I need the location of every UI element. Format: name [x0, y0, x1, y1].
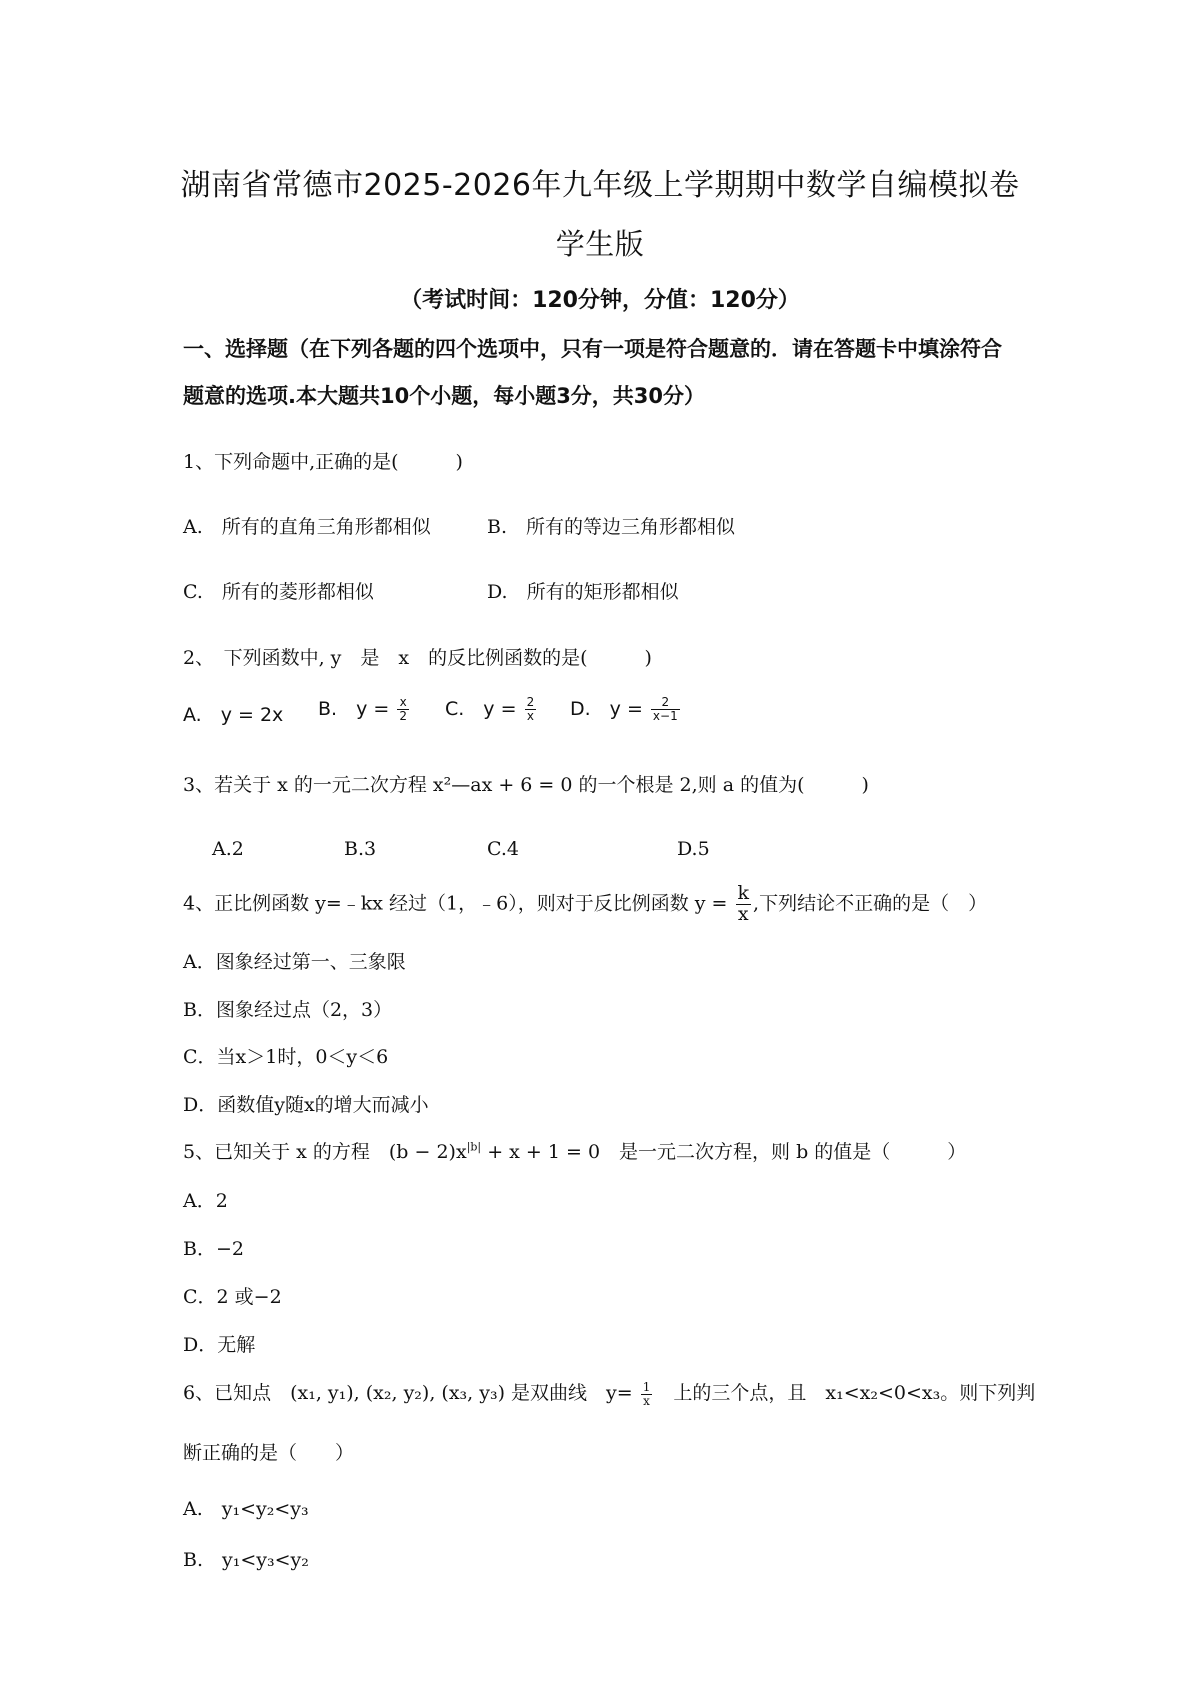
question-5-option-c: C．2 或−2	[183, 1286, 282, 1308]
question-4-option-d: D．函数值y随x的增大而减小	[183, 1094, 429, 1116]
section-heading-line1: 一、选择题（在下列各题的四个选项中，只有一项是符合题意的．请在答题卡中填涂符合	[183, 337, 1002, 361]
question-4-stem-pre: 4、正比例函数 y=﹣kx 经过（1，﹣6），则对于反比例函数 y =	[183, 892, 728, 915]
question-5-stem-post: + x + 1 = 0 是一元二次方程，则 b 的值是（ ）	[481, 1141, 967, 1163]
fraction-denominator: 2	[399, 709, 407, 723]
fraction-numerator: x	[399, 695, 407, 710]
question-5-stem	[183, 1137, 966, 1164]
question-5-option-d: D．无解	[183, 1334, 256, 1356]
question-5-option-a: A．2	[183, 1190, 228, 1212]
question-3-option-d: D.5	[677, 838, 710, 860]
fraction-numerator: 2	[526, 695, 535, 710]
question-6-stem-line2: 断正确的是（ ）	[183, 1442, 355, 1464]
question-3-stem: 3、若关于 x 的一元二次方程 x²—ax + 6 = 0 的一个根是 2,则 a 的值为( )	[183, 774, 869, 796]
question-2-option-c	[445, 694, 538, 723]
question-1-option-b: B. 所有的等边三角形都相似	[487, 516, 736, 538]
question-4-option-c: C．当x＞1时，0＜y＜6	[183, 1046, 389, 1068]
question-2-option-a: A. y = 2x	[183, 704, 284, 726]
question-2-option-d-label: D. y =	[570, 698, 643, 720]
question-2-option-c-fraction	[525, 696, 537, 722]
question-6-fraction	[641, 1381, 653, 1407]
question-6-stem	[183, 1378, 1035, 1407]
question-3-option-c: C.4	[487, 838, 519, 860]
exam-title: 湖南省常德市2025-2026年九年级上学期期中数学自编模拟卷	[180, 168, 1020, 203]
fraction-denominator: x	[737, 902, 749, 925]
question-6-stem-post: 上的三个点，且 x₁<x₂<0<x₃。则下列判	[654, 1382, 1036, 1404]
question-1-option-d: D. 所有的矩形都相似	[487, 581, 679, 603]
fraction-numerator: 2	[661, 695, 670, 710]
question-5-stem-pre: 5、已知关于 x 的方程 (b − 2)x	[183, 1141, 467, 1163]
question-4-stem	[183, 884, 987, 925]
fraction-denominator: x−1	[652, 709, 678, 723]
question-4-fraction	[736, 884, 752, 925]
question-1-option-c: C. 所有的菱形都相似	[183, 581, 374, 603]
question-5-exponent: |b|	[466, 1140, 482, 1154]
question-6-option-b: B. y₁<y₃<y₂	[183, 1549, 309, 1571]
question-4-option-b: B．图象经过点（2，3）	[183, 999, 393, 1021]
question-2-option-d-fraction	[651, 696, 680, 722]
fraction-numerator: 1	[642, 1379, 651, 1394]
question-1-option-a: A. 所有的直角三角形都相似	[183, 516, 431, 538]
question-2-stem: 2、 下列函数中, y 是 x 的反比例函数的是( )	[183, 647, 652, 669]
fraction-numerator: k	[737, 882, 750, 904]
question-3-option-b: B.3	[344, 838, 377, 860]
fraction-denominator: x	[526, 709, 534, 723]
question-2-option-d	[570, 694, 682, 723]
question-6-stem-pre: 6、已知点 (x₁, y₁), (x₂, y₂), (x₃, y₃) 是双曲线 y=	[183, 1382, 633, 1404]
question-4-option-a: A．图象经过第一、三象限	[183, 951, 406, 973]
question-2-option-b-label: B. y =	[318, 698, 390, 720]
fraction-denominator: x	[643, 1393, 650, 1408]
exam-info: （考试时间：120分钟，分值：120分）	[400, 288, 800, 313]
question-3-option-a: A.2	[212, 838, 244, 860]
question-5-option-b: B．−2	[183, 1238, 244, 1260]
section-heading-line2: 题意的选项.本大题共10个小题，每小题3分，共30分）	[183, 384, 706, 408]
question-1-stem: 1、下列命题中,正确的是( )	[183, 451, 463, 473]
question-6-option-a: A. y₁<y₂<y₃	[183, 1498, 309, 1520]
question-4-stem-post: ,下列结论不正确的是（ ）	[753, 892, 988, 915]
question-2-option-c-label: C. y =	[445, 698, 517, 720]
question-2-option-b	[318, 694, 411, 723]
exam-subtitle: 学生版	[555, 227, 645, 261]
question-2-option-b-fraction	[397, 696, 409, 722]
